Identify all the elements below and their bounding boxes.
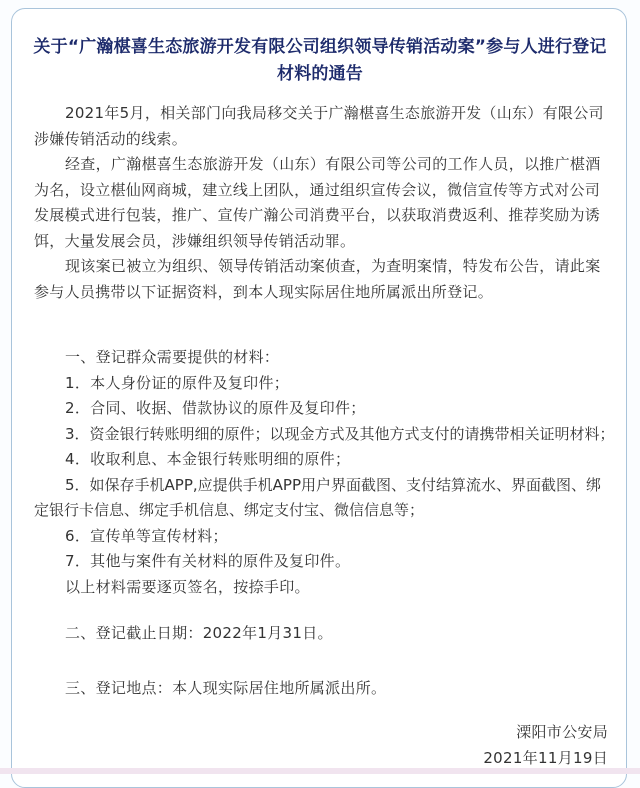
paragraph-3: 现该案已被立为组织、领导传销活动案侦查，为查明案情，特发布公告，请此案参与人员携带以下证据资料，到本人现实际居住地所属派出所登记。 <box>34 257 601 301</box>
materials-note: 以上材料需要逐页签名，按捺手印。 <box>65 577 310 596</box>
material-item-2: 2．合同、收据、借款协议的原件及复印件； <box>65 399 366 417</box>
issue-date: 2021年11月19日 <box>483 748 608 767</box>
material-item-1: 1．本人身份证的原件及复印件； <box>65 373 290 392</box>
paragraph-1: 2021年5月，相关部门向我局移交关于广瀚椹喜生态旅游开发（山东）有限公司涉嫌传销活动的线索。 <box>34 104 604 148</box>
material-item-7: 7．其他与案件有关材料的原件及复印件。 <box>65 552 351 570</box>
registration-deadline: 二、登记截止日期：2022年1月31日。 <box>65 624 333 642</box>
section-1 <box>34 345 615 600</box>
notice-body <box>34 101 612 305</box>
notice-title <box>20 34 620 88</box>
material-item-4: 4．收取利息、本金银行转账明细的原件； <box>65 450 351 468</box>
title-line-2: 材料的通告 <box>277 64 363 84</box>
section-3 <box>34 676 612 702</box>
issuer: 溧阳市公安局 <box>516 723 608 741</box>
section-2 <box>34 621 612 647</box>
signature-block <box>34 720 608 771</box>
section-1-heading: 一、登记群众需要提供的材料： <box>65 348 280 366</box>
registration-location: 三、登记地点：本人现实际居住地所属派出所。 <box>65 679 387 697</box>
title-line-1: 关于“广瀚椹喜生态旅游开发有限公司组织领导传销活动案”参与人进行登记 <box>33 37 607 57</box>
paragraph-2: 经查，广瀚椹喜生态旅游开发（山东）有限公司等公司的工作人员，以推广椹酒为名，设立椹仙网商城，建立线上团队，通过组织宣传会议，微信宣传等方式对公司发展模式进行包装，推广、宣传广瀚公司消费平台，以获取消费返利、推荐奖励为诱饵，大量发展会员，涉嫌组织领导传销活动罪。 <box>34 155 601 250</box>
material-item-6: 6．宣传单等宣传材料； <box>65 526 228 545</box>
material-item-5: 5．如保存手机APP,应提供手机APP用户界面截图、支付结算流水、界面截图、绑定银行卡信息、绑定手机信息、绑定支付宝、微信信息等； <box>34 475 602 519</box>
material-item-3: 3．资金银行转账明细的原件；以现金方式及其他方式支付的请携带相关证明材料； <box>65 424 615 443</box>
